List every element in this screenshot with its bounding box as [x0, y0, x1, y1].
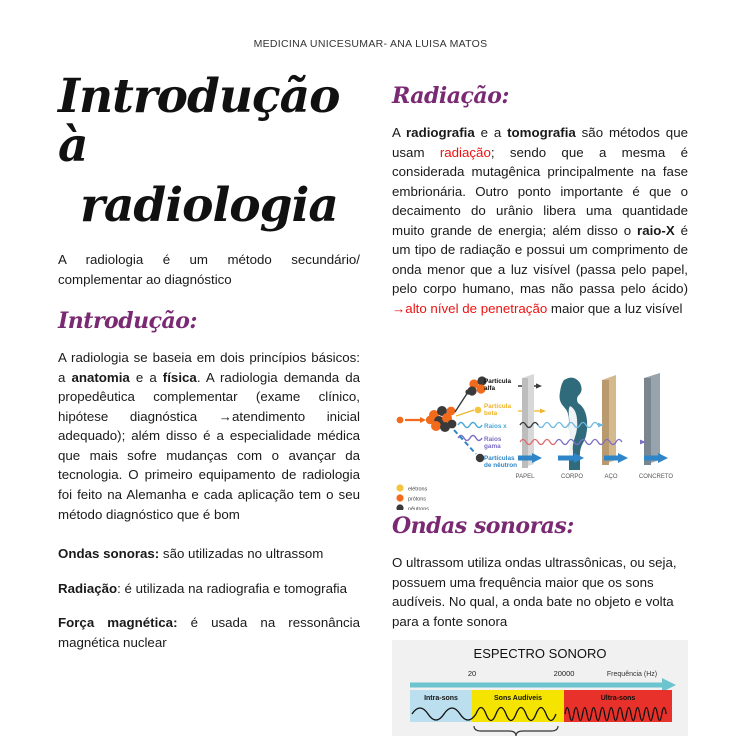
right-column	[392, 84, 688, 319]
spectrum-band-label-audiveis: Sons Audíveis	[494, 695, 542, 702]
radiation-penetration-figure	[392, 368, 688, 510]
rad-highlight-radiacao: radiação	[439, 144, 491, 160]
page-title-line1: Introdução à	[58, 69, 340, 174]
spectrum-tick-20000: 20000	[553, 669, 575, 678]
ray-label-neutron-line2: de nêutron	[484, 462, 518, 469]
ray-label-neutron-line1: Partículas	[484, 455, 515, 462]
left-column	[58, 69, 361, 652]
spectrum-axis-label: Frequência (Hz)	[606, 671, 658, 678]
ray-label-beta-line1: Partícula	[484, 403, 511, 410]
rad-text-6: maior que a luz visível	[547, 300, 683, 316]
rad-text-1: A	[392, 125, 406, 141]
list-item-radiacao	[58, 579, 360, 599]
legend-label-eletrons: elétrons	[408, 486, 428, 493]
intro-bold-fisica: física	[162, 369, 197, 385]
intro-bold-anatomia: anatomia	[71, 369, 130, 385]
label-forca-magnetica: Força magnética:	[58, 615, 178, 631]
list-item-ondas-sonoras	[58, 544, 360, 564]
list-item-forca-magnetica	[58, 613, 360, 652]
spectrum-band-label-ultra: Ultra-sons	[600, 695, 636, 702]
ondas-sonoras-section	[392, 514, 688, 631]
ray-label-alfa-line1: Partícula	[484, 378, 511, 385]
sound-spectrum-figure	[392, 640, 688, 736]
radiacao-paragraph	[392, 123, 688, 318]
rad-bold-tomografia: tomografia	[507, 125, 576, 141]
ray-label-raiosx: Raios x	[484, 423, 507, 430]
text-forca-magnetica: é usada na ressonância magnética nuclear	[58, 615, 361, 650]
page-header: MEDICINA UNICESUMAR- ANA LUISA MATOS	[253, 38, 488, 50]
rad-bold-radiografia: radiografia	[406, 125, 475, 141]
page-title-line2: radiologia	[80, 177, 338, 233]
heading-ondas-sonoras: Ondas sonoras:	[392, 513, 574, 539]
text-radiacao: : é utilizada na radiografia e tomografia	[117, 580, 348, 596]
subtitle-paragraph: A radiologia é um método secundário/ complementar ao diagnóstico	[58, 252, 360, 287]
heading-radiacao: Radiação:	[392, 83, 509, 109]
barrier-aco	[602, 375, 616, 465]
ray-label-alfa-line2: alfa	[484, 385, 496, 392]
spectrum-tick-20: 20	[467, 669, 477, 678]
rad-bold-raiox: raio-X	[637, 222, 675, 238]
rad-highlight-penetracao: →alto nível de penetração	[392, 300, 548, 316]
rad-text-5: é um tipo de radiação e possui um comprimento de onda menor que a luz visível (passa pelo papel, pelo corpo humano, mas não passa pelo ácido)	[392, 222, 688, 297]
barrier-label-corpo: CORPO	[560, 474, 584, 480]
spectrum-title: ESPECTRO SONORO	[473, 646, 607, 661]
rad-text-2: e a	[474, 125, 508, 141]
text-ondas-sonoras: são utilizadas no ultrassom	[159, 546, 324, 562]
legend-label-neutrons: nêutrons	[408, 506, 429, 510]
label-ondas-sonoras: Ondas sonoras:	[58, 546, 160, 562]
barrier-label-concreto: CONCRETO	[638, 474, 674, 480]
ray-label-beta-line2: beta	[484, 410, 498, 417]
barrier-label-papel: PAPEL	[515, 474, 535, 480]
spectrum-band-label-intra: Intra-sons	[424, 695, 458, 702]
radiation-figure-legend	[396, 484, 429, 510]
heading-introducao: Introdução:	[58, 308, 198, 335]
barrier-concreto	[644, 373, 660, 465]
ray-label-gama-line2: gama	[484, 443, 501, 450]
intro-paragraph	[58, 348, 360, 524]
barrier-label-aco: AÇO	[604, 474, 618, 480]
intro-text-1: A radiologia se baseia em dois princípios básicos: a	[58, 350, 360, 385]
ray-label-gama-line1: Raios	[484, 436, 502, 443]
rad-text-4: ; sendo que a mesma é considerada mutagênica principalmente na fase embrionária. Outro ponto importante é que o decaimento do urânio libera uma quantidade muito grande de energia; além disso o	[392, 144, 688, 238]
legend-label-protons: prótons	[408, 496, 426, 503]
intro-text-2: e a	[129, 369, 163, 385]
ondas-sonoras-paragraph: O ultrassom utiliza ondas ultrassônicas, ou seja, possuem uma frequência maior que os sons audíveis. No qual, a onda bate no objeto e volta para a fonte sonora	[392, 555, 677, 629]
rad-text-3: são métodos que usam	[392, 125, 688, 160]
intro-text-3: . A radiologia demanda da propedêutica complementar (exame clínico, hipótese diagnóstica →atendimento inicial adequado); além disso é a especialidade médica que mais sofre mudanças com o avançar da tecnologia. O primeiro equipamento de radiologia foi feito na Alemanha e cada aplicação tem o seu método diagnóstico que é bom	[58, 369, 361, 522]
label-radiacao: Radiação	[58, 580, 118, 596]
